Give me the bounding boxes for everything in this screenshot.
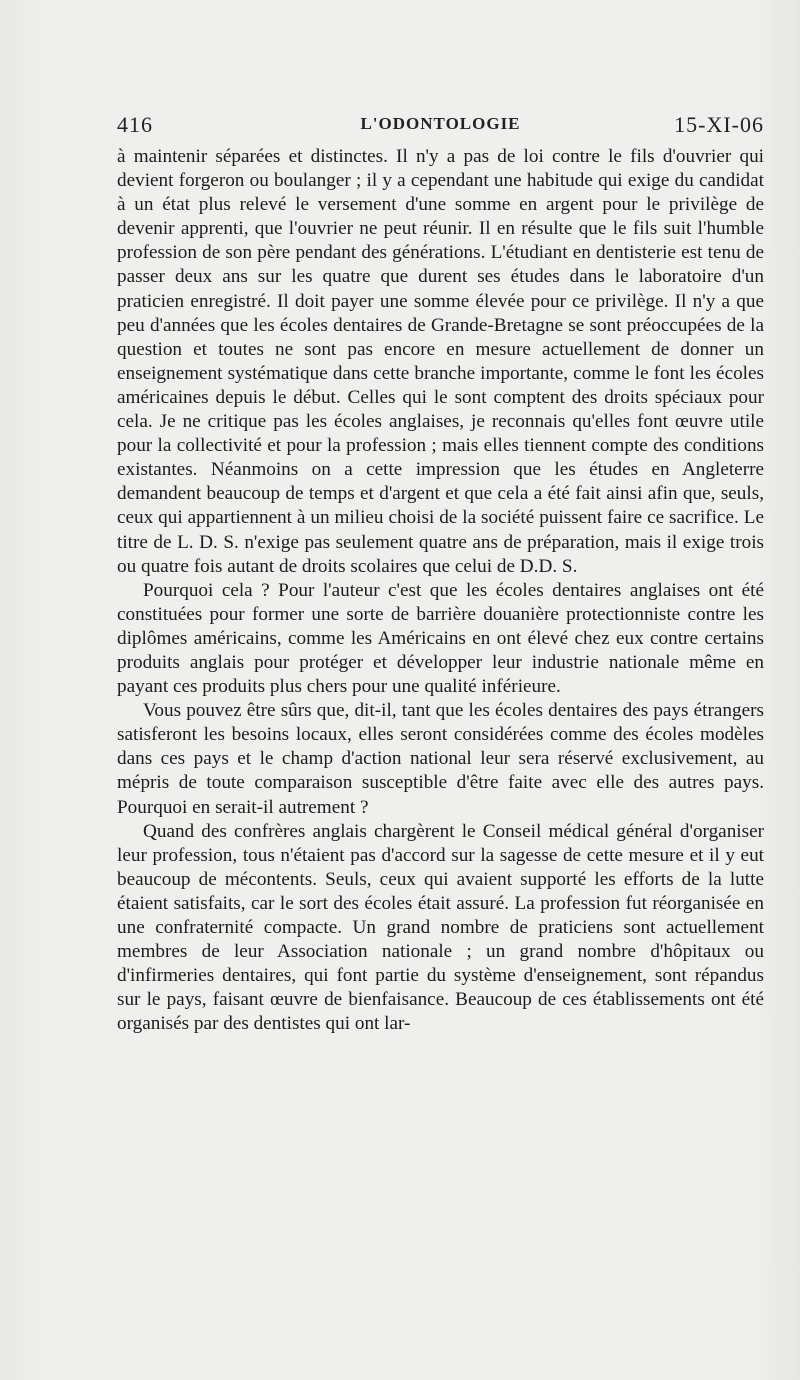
paragraph-quand: Quand des confrères anglais chargèrent le Conseil médical général d'organiser leur profession, tous n'étaient pas d'accord sur la sagesse de cette mesure et il y eut beaucoup de mécontents. Seuls, ceux qui avaient supporté les efforts de la lutte étaient satisfaits, car le sort des écoles était assuré. La profession fut réorganisée en une confraternité compacte. Un grand nombre de praticiens sont actuellement membres de leur Association nationale ; un grand nombre d'hôpitaux ou d'infirmeries dentaires, qui font partie du système d'enseignement, sont répandus sur le pays, faisant œuvre de bienfaisance. Beaucoup de ces établissements ont été organisés par des dentistes qui ont lar- [117,820,764,1035]
paragraph-continuation: à maintenir séparées et distinctes. Il n'y a pas de loi contre le fils d'ouvrier qui devient forgeron ou boulanger ; il y a cependant une habitude qui exige du candidat à un état plus relevé le versement d'une somme en argent pour le privilège de devenir apprenti, que l'ouvrier ne peut réunir. Il en résulte que le fils suit l'humble profession de son père pendant des générations. L'étudiant en dentisterie est tenu de passer deux ans sur les quatre que durent ses études dans le laboratoire d'un praticien enregistré. Il doit payer une somme élevée pour ce privilège. Il n'y a que peu d'années que les écoles dentaires de Grande-Bretagne se sont préoccupées de la question et toutes ne sont pas encore en mesure actuellement de donner un enseignement systématique dans cette branche importante, comme le font les écoles américaines depuis le début. Celles qui le sont comptent des droits spéciaux pour cela. Je ne critique pas les écoles anglaises, je reconnais qu'elles font œuvre utile pour la collectivité et pour la profession ; mais elles tiennent compte des conditions existantes. Néanmoins on a cette impression que les études en Angleterre demandent beaucoup de temps et d'argent et que cela a été fait ainsi afin que, seuls, ceux qui appartiennent à un milieu choisi de la société puissent faire ce sacrifice. Le titre de L. D. S. n'exige pas seulement quatre ans de préparation, mais il exige trois ou quatre fois autant de droits scolaires que celui de D.D. S. [117,146,764,577]
page-number: 416 [117,112,153,137]
issue-date: 15-XI-06 [674,112,764,137]
article-body [117,145,764,1036]
paragraph-vous-pouvez: Vous pouvez être sûrs que, dit-il, tant que les écoles dentaires des pays étrangers satisferont les besoins locaux, elles seront considérées comme des écoles modèles dans ces pays et le champ d'action national leur sera réservé exclusivement, au mépris de toute comparaison susceptible d'être faite avec elle des autres pays. Pourquoi en serait-il autrement ? [117,700,764,818]
paragraph-pourquoi: Pourquoi cela ? Pour l'auteur c'est que les écoles dentaires anglaises ont été constituées pour former une sorte de barrière douanière protectionniste contre les diplômes américains, comme les Américains en ont élevé chez eux contre certains produits anglais pour protéger et développer leur industrie nationale même en payant ces produits plus chers pour une qualité inférieure. [117,579,764,698]
journal-title: L'ODONTOLOGIE [360,114,521,133]
running-head [117,112,764,142]
